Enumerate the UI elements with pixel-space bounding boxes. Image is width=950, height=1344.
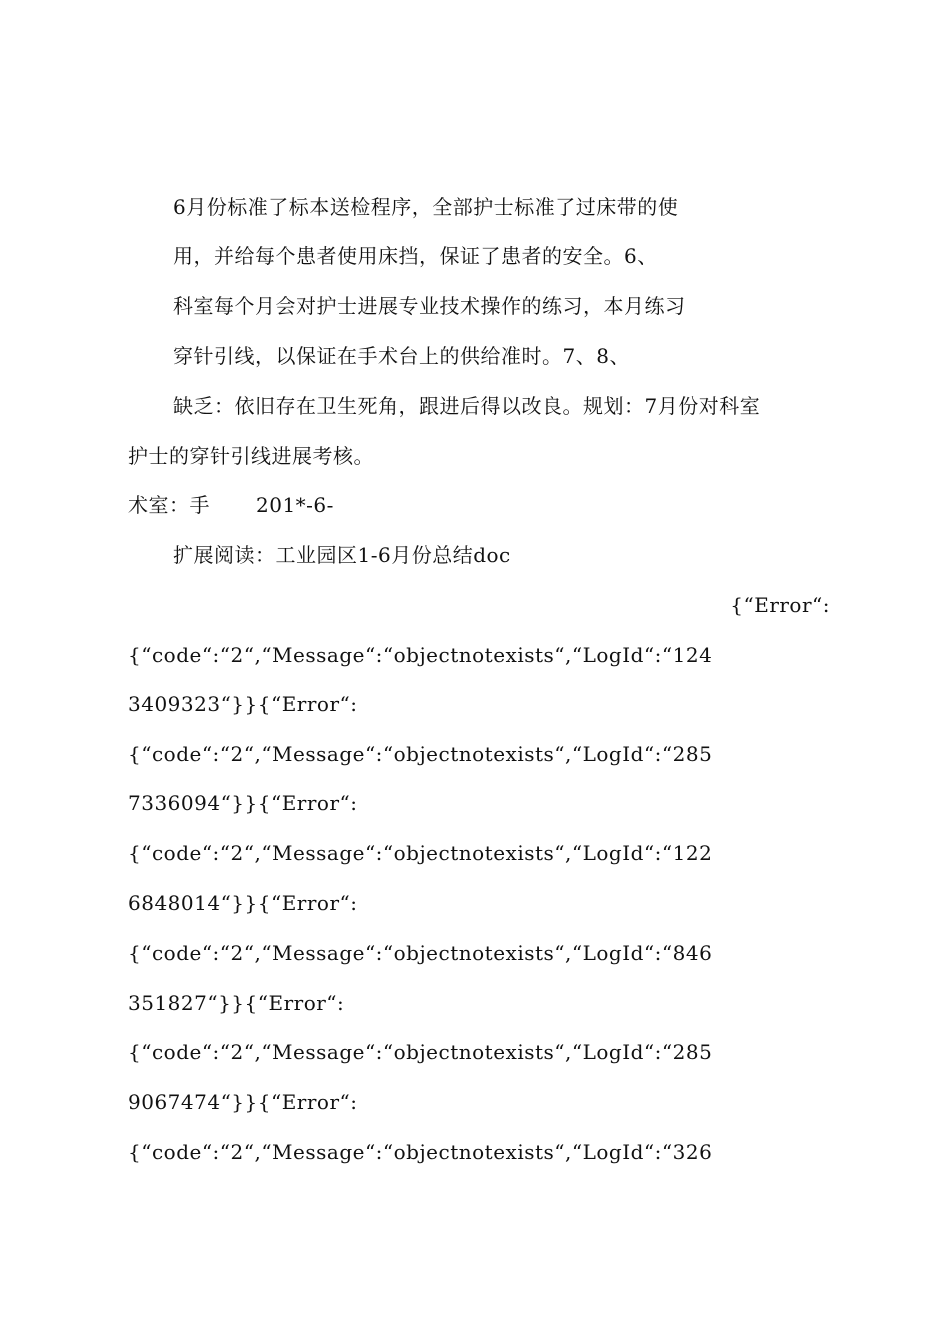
error-text-line: {“code“:“2“,“Message“:“objectnotexists“,“LogId“:“124: [128, 643, 713, 667]
error-text-line: {“code“:“2“,“Message“:“objectnotexists“,“LogId“:“846: [128, 941, 713, 965]
error-text-line: 7336094“}}{“Error“:: [128, 791, 358, 815]
error-text-line: {“code“:“2“,“Message“:“objectnotexists“,“LogId“:“285: [128, 742, 713, 766]
body-text-line: 缺乏：依旧存在卫生死角，跟进后得以改良。规划：7月份对科室: [173, 394, 761, 418]
error-text-line: {“code“:“2“,“Message“:“objectnotexists“,“LogId“:“122: [128, 841, 713, 865]
error-text-line: 3409323“}}{“Error“:: [128, 692, 358, 716]
signature-date: 201*-6-: [256, 493, 334, 517]
body-text-line: 护士的穿针引线进展考核。: [128, 444, 374, 468]
error-text-line: 6848014“}}{“Error“:: [128, 891, 358, 915]
error-text-line: 351827“}}{“Error“:: [128, 991, 345, 1015]
extended-reading-title: 扩展阅读：工业园区1-6月份总结doc: [173, 543, 511, 567]
error-text-line: {“Error“:: [730, 593, 830, 617]
body-text-line: 6月份标准了标本送检程序，全部护士标准了过床带的使: [173, 195, 679, 219]
error-text-line: {“code“:“2“,“Message“:“objectnotexists“,“LogId“:“326: [128, 1140, 713, 1164]
error-text-line: 9067474“}}{“Error“:: [128, 1090, 358, 1114]
signature-department: 术室：手: [128, 493, 210, 517]
body-text-line: 科室每个月会对护士进展专业技术操作的练习，本月练习: [173, 294, 686, 318]
signature-line: [128, 492, 334, 518]
error-text-line: {“code“:“2“,“Message“:“objectnotexists“,“LogId“:“285: [128, 1040, 713, 1064]
body-text-line: 穿针引线，以保证在手术台上的供给准时。7、8、: [173, 344, 630, 368]
body-text-line: 用，并给每个患者使用床挡，保证了患者的安全。6、: [173, 244, 658, 268]
